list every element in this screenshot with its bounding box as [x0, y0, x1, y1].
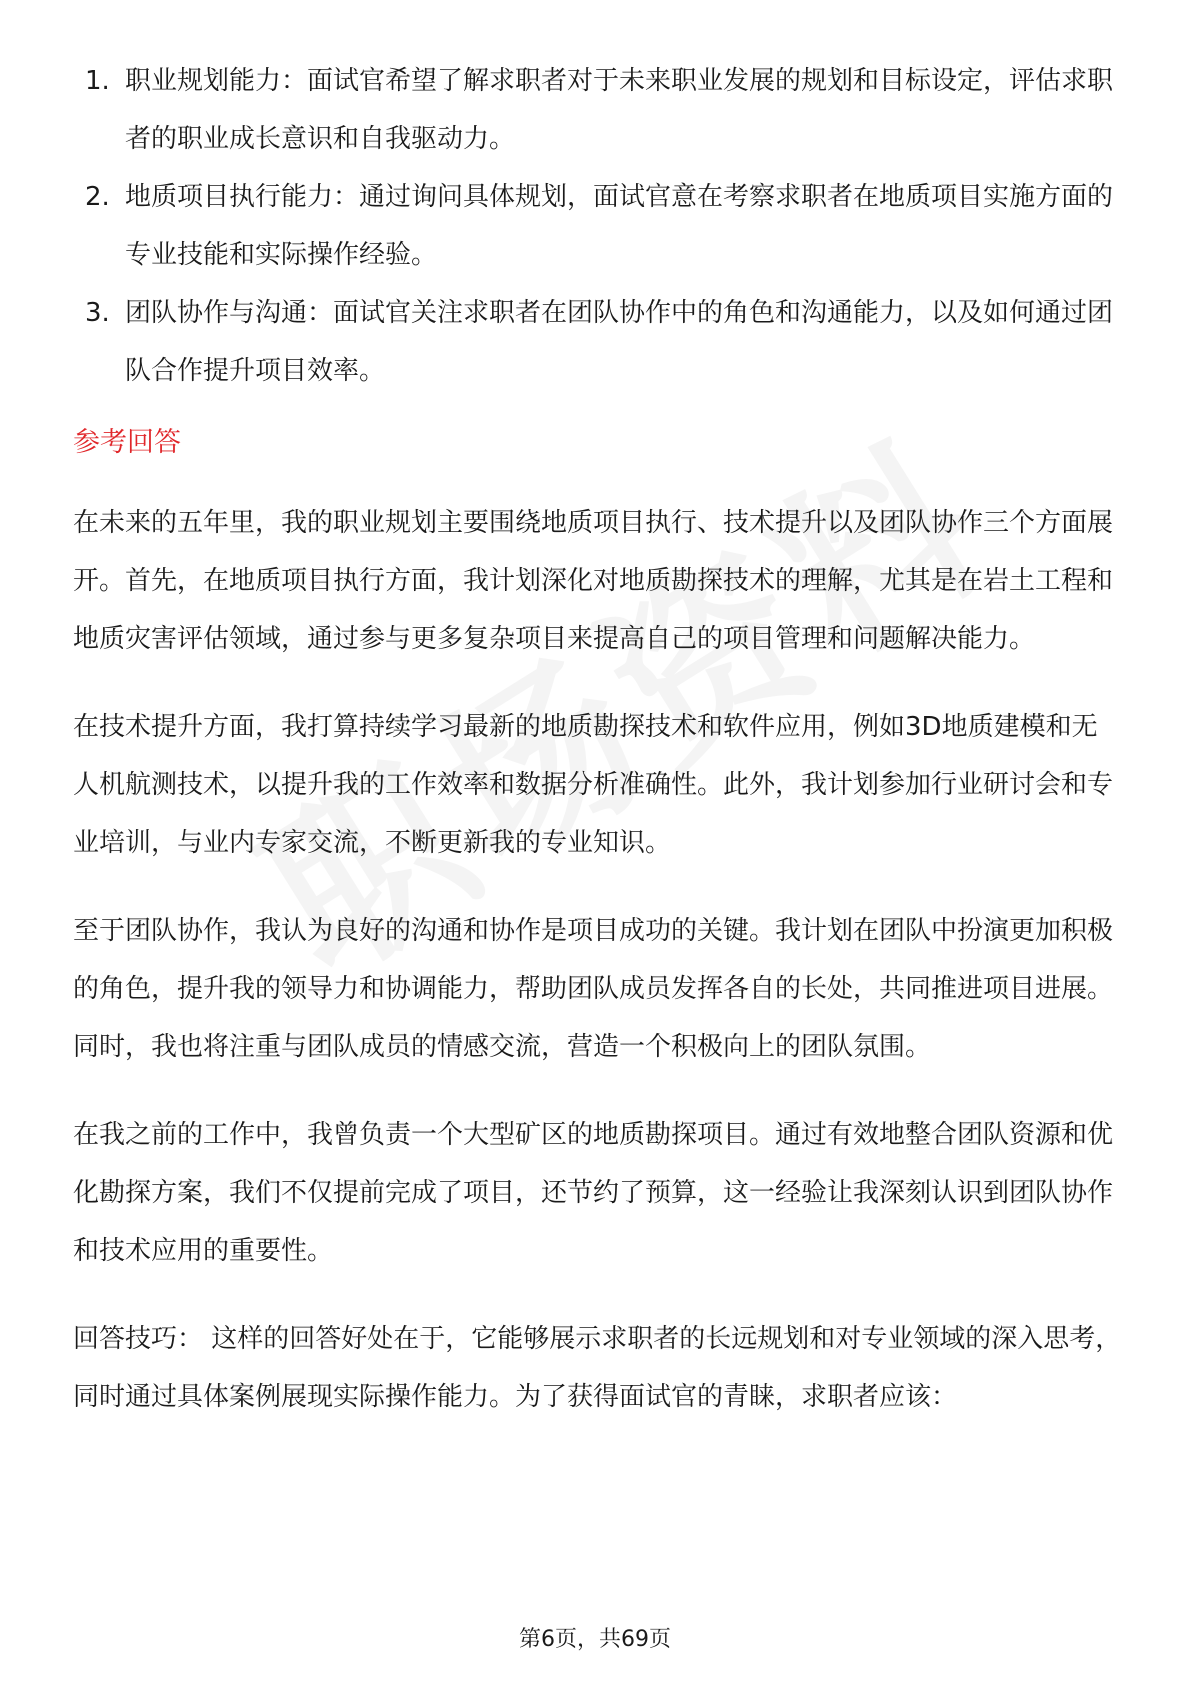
list-item	[73, 284, 1123, 400]
section-title-reference-answer: 参考回答	[73, 427, 181, 458]
answer-paragraph: 在我之前的工作中，我曾负责一个大型矿区的地质勘探项目。通过有效地整合团队资源和优化勘探方案，我们不仅提前完成了项目，还节约了预算，这一经验让我深刻认识到团队协作和技术应用的重要性。	[73, 1120, 1114, 1266]
answer-paragraph: 至于团队协作，我认为良好的沟通和协作是项目成功的关键。我计划在团队中扮演更加积极的角色，提升我的领导力和协调能力，帮助团队成员发挥各自的长处，共同推进项目进展。同时，我也将注重与团队成员的情感交流，营造一个积极向上的团队氛围。	[73, 916, 1114, 1062]
list-item	[73, 52, 1123, 168]
evaluation-points-list	[73, 52, 1123, 400]
list-item-number: 1.	[85, 66, 110, 96]
answer-paragraph: 在技术提升方面，我打算持续学习最新的地质勘探技术和软件应用，例如3D地质建模和无人机航测技术，以提升我的工作效率和数据分析准确性。此外，我计划参加行业研讨会和专业培训，与业内专家交流，不断更新我的专业知识。	[73, 712, 1114, 858]
list-item-text: 职业规划能力：面试官希望了解求职者对于未来职业发展的规划和目标设定，评估求职者的职业成长意识和自我驱动力。	[125, 66, 1114, 154]
list-item	[73, 168, 1123, 284]
list-item-text: 团队协作与沟通：面试官关注求职者在团队协作中的角色和沟通能力，以及如何通过团队合作提升项目效率。	[125, 298, 1114, 386]
page-content	[73, 52, 1123, 1456]
page-number-footer: 第6页，共69页	[519, 1627, 671, 1652]
answer-paragraph: 在未来的五年里，我的职业规划主要围绕地质项目执行、技术提升以及团队协作三个方面展开。首先，在地质项目执行方面，我计划深化对地质勘探技术的理解，尤其是在岩土工程和地质灾害评估领域，通过参与更多复杂项目来提高自己的项目管理和问题解决能力。	[73, 508, 1114, 654]
list-item-number: 3.	[85, 298, 110, 328]
list-item-number: 2.	[85, 182, 110, 212]
list-item-text: 地质项目执行能力：通过询问具体规划，面试官意在考察求职者在地质项目实施方面的专业技能和实际操作经验。	[125, 182, 1114, 270]
answer-tips-paragraph: 回答技巧： 这样的回答好处在于，它能够展示求职者的长远规划和对专业领域的深入思考，同时通过具体案例展现实际操作能力。为了获得面试官的青睐，求职者应该：	[73, 1324, 1122, 1412]
